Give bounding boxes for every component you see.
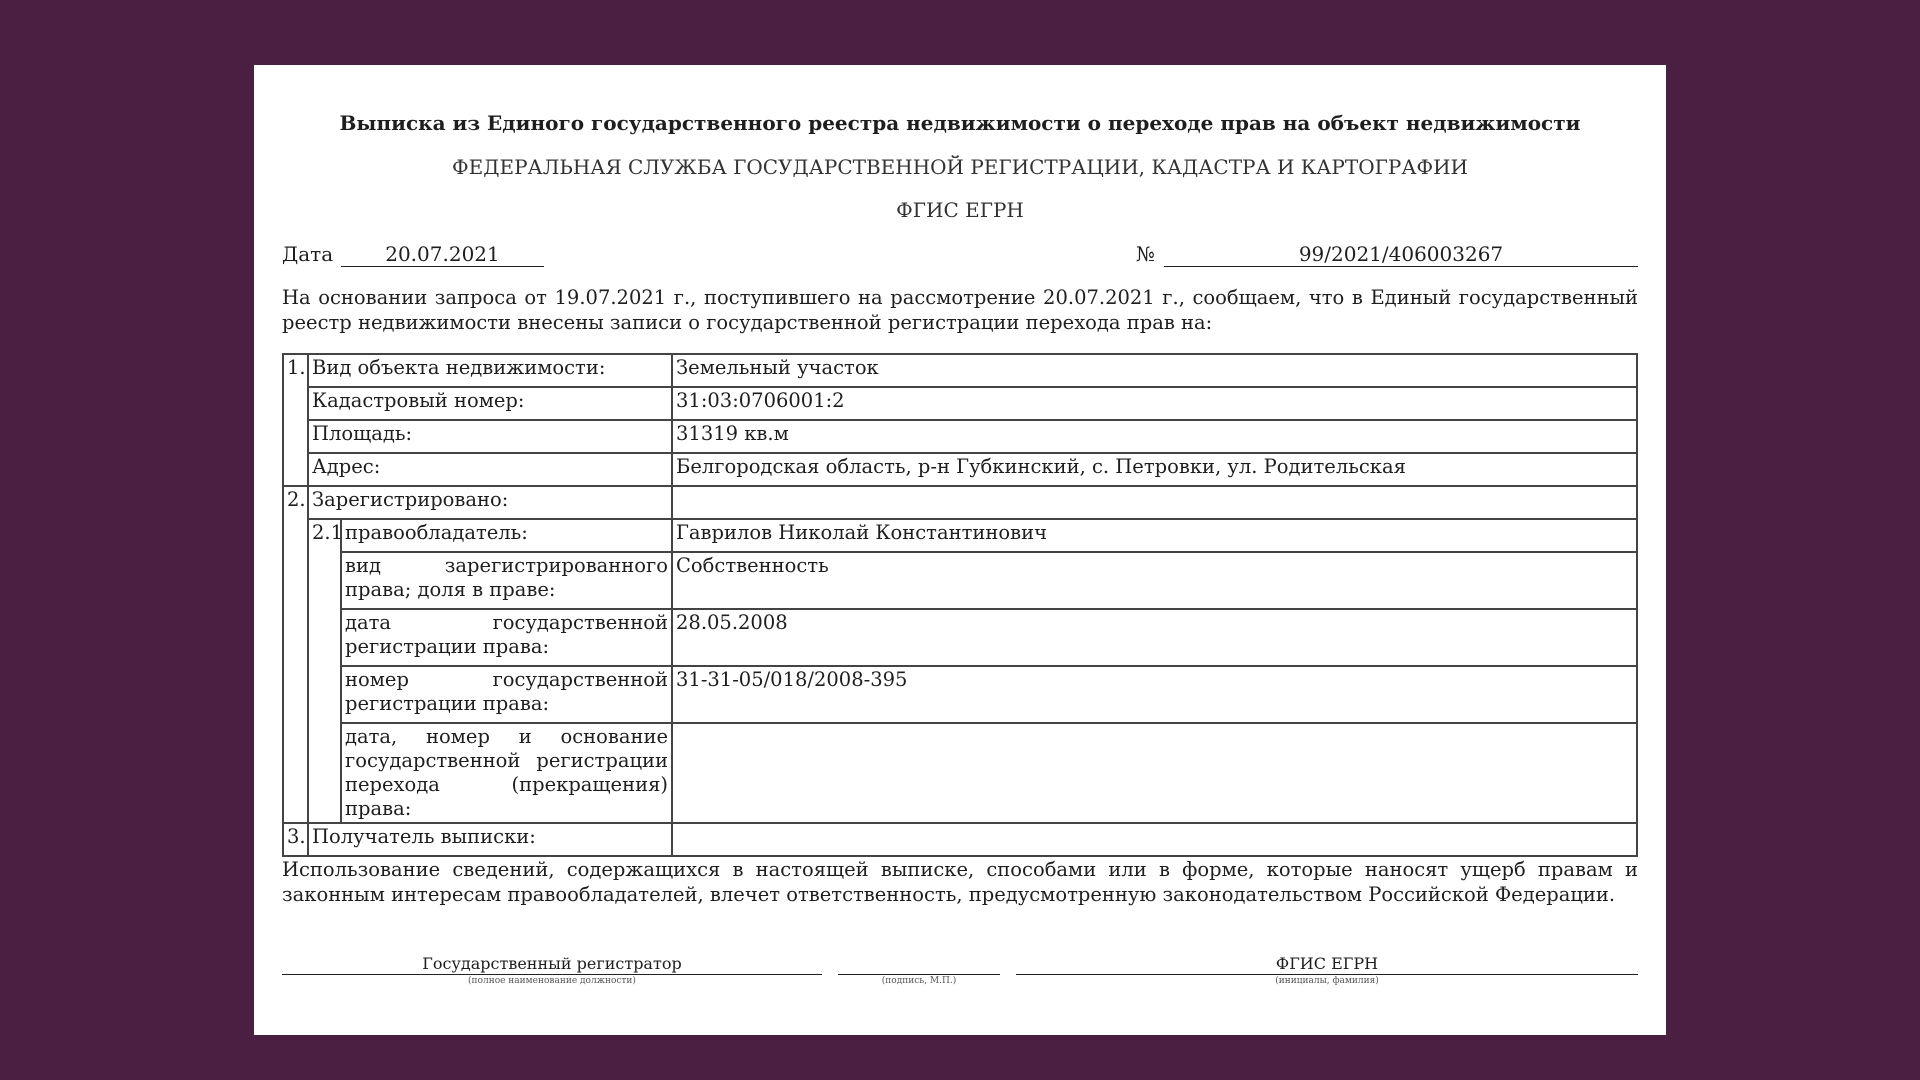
object-type-value: Земельный участок — [672, 354, 1637, 387]
position-signature-block — [282, 954, 822, 987]
registry-table — [282, 353, 1638, 857]
object-type-label: Вид объекта недвижимости: — [308, 354, 672, 387]
number-value: 99/2021/406003267 — [1164, 242, 1638, 267]
transfer-value — [672, 723, 1637, 823]
cadastral-value: 31:03:0706001:2 — [672, 387, 1637, 420]
agency-name: ФЕДЕРАЛЬНАЯ СЛУЖБА ГОСУДАРСТВЕННОЙ РЕГИСТРАЦИИ, КАДАСТРА И КАРТОГРАФИИ — [452, 155, 1468, 179]
date-label: Дата — [282, 242, 334, 266]
position-caption: (полное наименование должности) — [468, 976, 636, 986]
table-row — [283, 387, 1637, 420]
address-value: Белгородская область, р-н Губкинский, с. Петровки, ул. Родительская — [672, 453, 1637, 486]
registered-label: Зарегистрировано: — [308, 486, 672, 519]
right-type-label: вид зарегистрированного права; доля в праве: — [341, 552, 672, 609]
table-row — [283, 420, 1637, 453]
table-row — [283, 823, 1637, 856]
table-row — [283, 666, 1637, 723]
section-number: 3. — [283, 823, 308, 856]
recipient-value — [672, 823, 1637, 856]
section-number: 2. — [283, 486, 308, 823]
subsection-number: 2.1 — [308, 519, 341, 823]
section-number: 1. — [283, 354, 308, 486]
name-caption: (инициалы, фамилия) — [1275, 976, 1379, 986]
system-name: ФГИС ЕГРН — [896, 198, 1024, 222]
signature-line — [838, 954, 1000, 975]
address-label: Адрес: — [308, 453, 672, 486]
position-value: Государственный регистратор — [282, 954, 822, 975]
holder-label: правообладатель: — [341, 519, 672, 552]
table-row — [283, 453, 1637, 486]
table-row — [283, 552, 1637, 609]
name-value: ФГИС ЕГРН — [1016, 954, 1638, 975]
reg-date-value: 28.05.2008 — [672, 609, 1637, 666]
document-page — [254, 65, 1666, 1035]
reg-date-label: дата государственной регистрации права: — [341, 609, 672, 666]
number-label: № — [1136, 242, 1155, 266]
table-row — [283, 723, 1637, 823]
intro-paragraph: На основании запроса от 19.07.2021 г., поступившего на рассмотрение 20.07.2021 г., сообщаем, что в Единый государственный реестр недвижимости внесены записи о государственной регистрации перехода прав на: — [282, 286, 1638, 334]
signature-block — [838, 954, 1000, 987]
table-row — [283, 519, 1637, 552]
reg-number-value: 31-31-05/018/2008-395 — [672, 666, 1637, 723]
document-title: Выписка из Единого государственного реестра недвижимости о переходе прав на объект недвижимости — [339, 111, 1581, 135]
signature-caption: (подпись, М.П.) — [881, 976, 957, 986]
holder-value: Гаврилов Николай Константинович — [672, 519, 1637, 552]
area-value: 31319 кв.м — [672, 420, 1637, 453]
table-row — [283, 609, 1637, 666]
transfer-label: дата, номер и основание государственной регистрации перехода (прекращения) права: — [341, 723, 672, 823]
liability-note: Использование сведений, содержащихся в настоящей выписке, способами или в форме, которые наносят ущерб правам и законным интересам правообладателей, влечет ответственность, предусмотренную законодательством Российской Федерации. — [282, 858, 1638, 906]
right-type-value: Собственность — [672, 552, 1637, 609]
date-value: 20.07.2021 — [341, 242, 544, 267]
name-signature-block — [1016, 954, 1638, 987]
reg-number-label: номер государственной регистрации права: — [341, 666, 672, 723]
table-row — [283, 354, 1637, 387]
cadastral-label: Кадастровый номер: — [308, 387, 672, 420]
registered-value — [672, 486, 1637, 519]
recipient-label: Получатель выписки: — [308, 823, 672, 856]
table-row — [283, 486, 1637, 519]
area-label: Площадь: — [308, 420, 672, 453]
